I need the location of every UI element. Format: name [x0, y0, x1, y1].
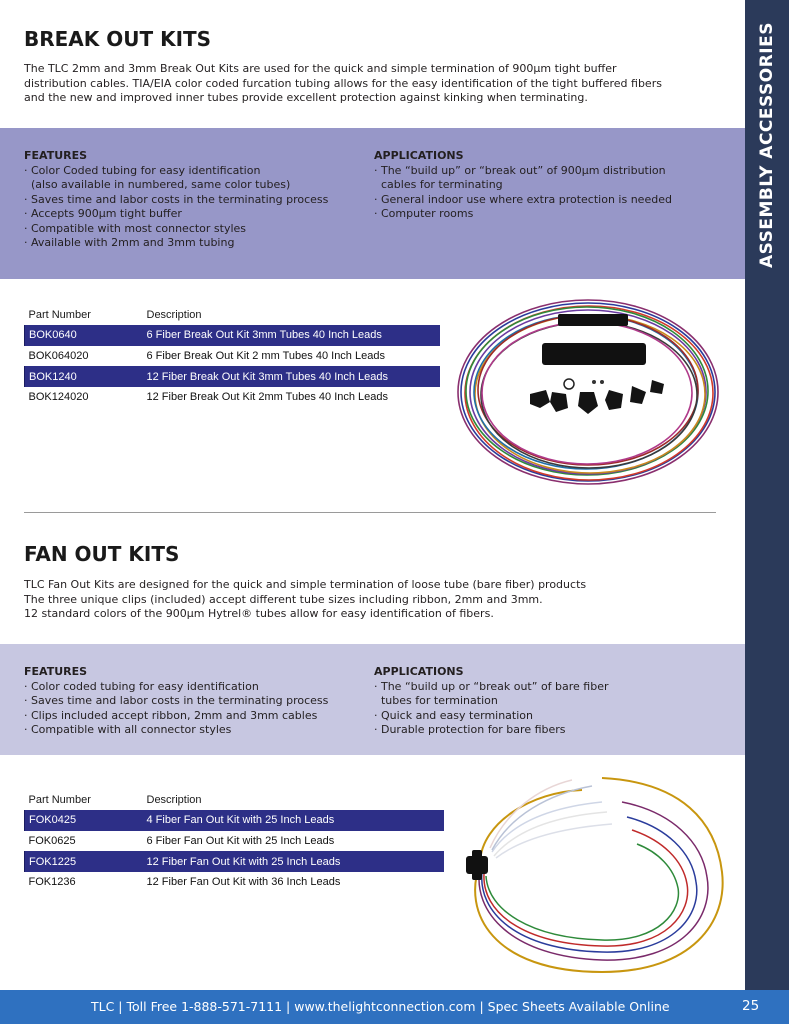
fanout-intro-line: The three unique clips (included) accept different tube sizes including ribbon, 2mm and 3mm.: [24, 592, 543, 606]
description-cell: 6 Fiber Break Out Kit 2 mm Tubes 40 Inch Leads: [146, 350, 385, 363]
feature-item: · Available with 2mm and 3mm tubing: [24, 236, 235, 249]
feature-item: · Compatible with most connector styles: [24, 221, 247, 235]
fanout-features-heading: FEATURES: [24, 665, 88, 678]
table-row: [25, 366, 440, 387]
table-header-row: [25, 790, 444, 810]
application-item: · General indoor use where extra protection is needed: [374, 192, 672, 206]
footer-text: TLC | Toll Free 1-888-571-7111 | www.thelightconnection.com | Spec Sheets Available Online: [91, 999, 670, 1014]
page-number: 25: [742, 998, 760, 1014]
description-cell: 12 Fiber Fan Out Kit with 36 Inch Leads: [146, 876, 341, 889]
feature-item: · Saves time and labor costs in the terminating process: [24, 192, 329, 206]
part-number-cell: FOK0425: [25, 810, 143, 831]
breakout-features-heading: FEATURES: [24, 149, 88, 162]
table-row: [25, 387, 440, 408]
fanout-features: [24, 665, 328, 738]
description-header: Description: [146, 794, 202, 806]
fanout-applications-heading: APPLICATIONS: [374, 665, 464, 678]
breakout-applications: [374, 149, 672, 222]
part-number-cell: BOK124020: [28, 391, 89, 404]
feature-item: · Color Coded tubing for easy identification: [24, 163, 261, 177]
description-cell: 12 Fiber Break Out Kit 3mm Tubes 40 Inch Leads: [143, 366, 440, 387]
part-number-cell: FOK1225: [25, 851, 143, 872]
fanout-kit-image: [452, 772, 732, 982]
breakout-features: [24, 149, 328, 251]
part-number-cell: BOK1240: [25, 366, 143, 387]
breakout-intro-line: and the new and improved inner tubes provide excellent protection against kinking when terminating.: [24, 91, 588, 104]
fanout-intro-line: 12 standard colors of the 900μm Hytrel® tubes allow for easy identification of fibers.: [24, 607, 494, 620]
part-number-cell: BOK064020: [28, 350, 89, 363]
breakout-kit-image: [452, 292, 724, 492]
description-cell: 12 Fiber Break Out Kit 2mm Tubes 40 Inch Leads: [146, 391, 389, 404]
fanout-intro-line: TLC Fan Out Kits are designed for the quick and simple termination of loose tube (bare fiber) products: [24, 578, 587, 591]
description-cell: 6 Fiber Break Out Kit 3mm Tubes 40 Inch Leads: [143, 325, 440, 346]
feature-item: (also available in numbered, same color tubes): [24, 178, 291, 191]
application-item: cables for terminating: [374, 178, 503, 191]
fanout-parts-table: [24, 790, 444, 893]
description-cell: 12 Fiber Fan Out Kit with 25 Inch Leads: [143, 851, 444, 872]
part-number-cell: FOK1236: [28, 876, 76, 889]
feature-item: · Saves time and labor costs in the terminating process: [24, 694, 329, 707]
table-header-row: [25, 305, 440, 325]
breakout-applications-heading: APPLICATIONS: [374, 149, 464, 162]
description-cell: 6 Fiber Fan Out Kit with 25 Inch Leads: [146, 835, 335, 848]
table-row: [25, 831, 444, 852]
description-cell: 4 Fiber Fan Out Kit with 25 Inch Leads: [143, 810, 444, 831]
fanout-intro: [24, 578, 724, 622]
part-number-header: Part Number: [28, 794, 91, 806]
table-row: [25, 325, 440, 346]
breakout-intro-line: distribution cables. TIA/EIA color coded furcation tubing allows for the easy identification of the tight buffered fibers: [24, 76, 662, 90]
application-item: · Durable protection for bare fibers: [374, 723, 566, 736]
breakout-intro-line: The TLC 2mm and 3mm Break Out Kits are used for the quick and simple termination of 900μm tight buffer: [24, 62, 617, 75]
feature-item: · Clips included accept ribbon, 2mm and 3mm cables: [24, 708, 318, 722]
section-divider: [24, 512, 716, 513]
feature-item: · Accepts 900μm tight buffer: [24, 207, 182, 220]
part-number-cell: BOK0640: [25, 325, 143, 346]
application-item: · The “build up or “break out” of bare fiber: [374, 679, 609, 693]
table-row: [25, 851, 444, 872]
application-item: · Quick and easy termination: [374, 708, 533, 722]
fanout-applications: [374, 665, 609, 738]
application-item: tubes for termination: [374, 694, 498, 707]
table-row: [25, 810, 444, 831]
part-number-header: Part Number: [28, 309, 91, 321]
application-item: · Computer rooms: [374, 207, 474, 220]
breakout-intro: [24, 62, 724, 106]
table-row: [25, 346, 440, 367]
breakout-title: BREAK OUT KITS: [24, 27, 212, 51]
breakout-parts-table: [24, 305, 440, 408]
feature-item: · Compatible with all connector styles: [24, 723, 232, 736]
feature-item: · Color coded tubing for easy identification: [24, 679, 259, 693]
fanout-title: FAN OUT KITS: [24, 542, 180, 566]
description-header: Description: [146, 309, 202, 321]
part-number-cell: FOK0625: [28, 835, 76, 848]
application-item: · The “build up” or “break out” of 900μm distribution: [374, 163, 666, 177]
table-row: [25, 872, 444, 893]
side-tab-label: ASSEMBLY ACCESSORIES: [757, 22, 777, 268]
